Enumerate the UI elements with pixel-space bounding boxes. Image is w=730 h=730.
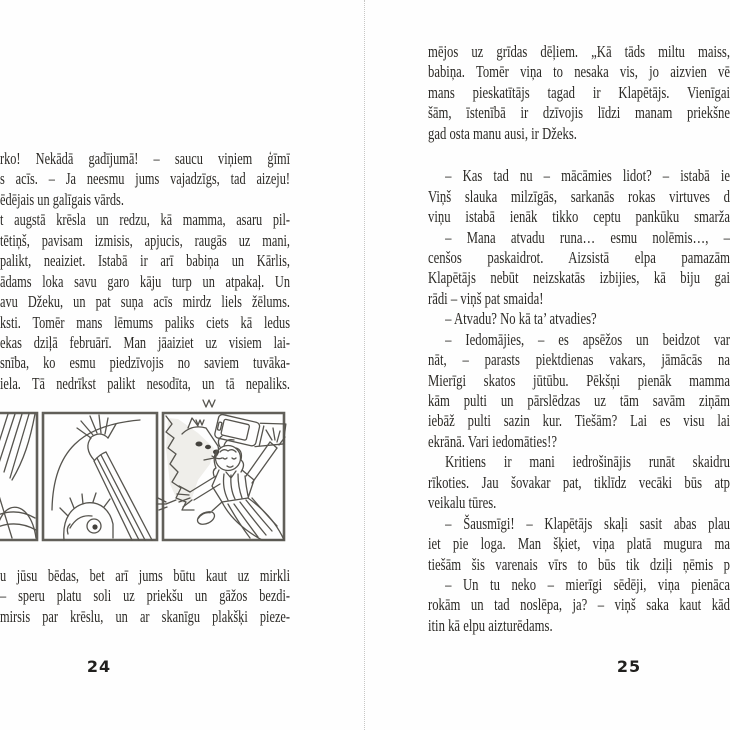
text-line: – Kas tad nu – mācāmies lidot? – istabā ie xyxy=(445,166,730,186)
text-line: ksti. Tomēr mans lēmums paliks ciets kā ledus xyxy=(0,312,290,332)
comic-panel-falling-girl xyxy=(157,400,288,540)
text-line: – speru platu soli uz priekšu un gāžos bezdi- xyxy=(0,586,290,606)
text-line: mans pieskatītājs tagad ir Klapētājs. Vienīgai xyxy=(428,82,730,102)
comic-strip-illustration xyxy=(0,388,290,548)
dog-drawing xyxy=(157,416,222,510)
text-line: palikt, neaiziet. Istabā ir arī babiņa un Kārlis, xyxy=(0,251,290,271)
text-line: – Un tu neko – mierīgi sēdēji, viņa pienāca xyxy=(445,574,730,594)
text-line: t augstā krēsla un redzu, kā mamma, asaru pil- xyxy=(0,210,290,230)
text-line: mējos uz grīdas dēļiem. „Kā tāds miltu maiss, xyxy=(428,42,730,61)
text-line: snība, ko esmu piedzīvojis no saviem tuvāka- xyxy=(0,353,290,373)
text-line: ādams loka savu garo kāju turp un atpakaļ. Un xyxy=(0,271,290,291)
raised-arm-drawing xyxy=(94,452,152,540)
text-line: babiņa. Tomēr viņa to nesaka vis, jo aizvien vē xyxy=(428,62,730,82)
comic-panel-raised-hand xyxy=(43,413,157,540)
text-line: Kritiens ir mani iedrošinājis runāt skaidru xyxy=(445,452,730,472)
text-line: mirsis par krēslu, un ar skanīgu plakšķi pieze- xyxy=(0,606,290,626)
text-line: cenšos paskaidrot. Aizsistā elpa pamazām xyxy=(428,247,730,267)
text-line: Viņš slauka milzīgās, sarkanās rokas virtuves d xyxy=(428,186,730,206)
text-line: ēdējais un galīgais vārds. xyxy=(0,189,124,209)
left-page-bottom-text xyxy=(0,566,290,627)
text-line: kām pulti un pārslēdzas uz tām savām ziņām xyxy=(428,391,730,410)
text-line: – Atvadu? No kā ta’ atvadies? xyxy=(445,309,597,329)
text-line: – Iedomājies, – es apsēžos un beidzot var xyxy=(445,329,730,349)
surprised-boy-face-drawing xyxy=(60,493,113,540)
text-line: tiešām šis varenais vīrs to būs tik dziļi ņēmis p xyxy=(428,554,730,574)
page-number-left: 24 xyxy=(86,657,112,676)
text-line: šām, īstenībā ir dzīvojis līdzi manam priekšne xyxy=(428,103,730,123)
text-line: viņu istabā ienāk tikko ceptu pankūku smarža xyxy=(428,207,730,227)
text-line: iela. Tā nedrīkst palikt nesodīta, un tā nepaliks. xyxy=(0,373,290,393)
text-line: Klapētājs nebūt neizskatās izbijies, kā biju gai xyxy=(428,268,730,288)
right-page-text xyxy=(428,42,730,636)
text-line: tētiņš, pavisam izmisis, apjucis, raugās uz mani, xyxy=(0,230,290,250)
text-line: ekas dziļā februārī. Man jāaiziet uz visiem lai- xyxy=(0,332,290,352)
text-line: ekrānā. Vari iedomāties!? xyxy=(428,431,557,451)
text-line: rko! Nekādā gadījumā! – saucu viņiem ģīmī xyxy=(0,149,290,168)
text-line: u jūsu bēdas, bet arī jums būtu kaut uz mirkli xyxy=(0,566,290,585)
text-line: rīkoties. Jau šovakar pat, tiklīdz vecāki būs atp xyxy=(428,472,730,492)
page-gutter-divider xyxy=(364,0,365,730)
text-line: s acīs. – Ja neesmu jums vajadzīgs, tad aizeju! xyxy=(0,169,290,189)
text-line: gad osta manu ausi, ir Džeks. xyxy=(428,123,577,143)
text-line: rādi – viņš pat smaida! xyxy=(428,288,544,308)
text-line: veikalu tūres. xyxy=(428,493,497,513)
text-line: – Šausmīgi! – Klapētājs skaļi sasit abas plau xyxy=(445,513,730,533)
text-line: iet pie loga. Man šķiet, viņa platā mugura ma xyxy=(428,534,730,554)
motion-mark xyxy=(203,400,215,407)
text-line: – Mana atvadu runa… esmu nolēmis…, – xyxy=(445,227,730,247)
page-number-right: 25 xyxy=(616,657,642,676)
text-line: iebāž pulti sazin kur. Tiešām? Lai es visu lai xyxy=(428,411,730,431)
text-line xyxy=(428,144,730,166)
text-line: nāt, – parasts piektdienas vakars, jāmācās na xyxy=(428,350,730,370)
text-line: Mierīgi skatos jūtūbu. Pēkšņi pienāk mamma xyxy=(428,370,730,390)
text-line: avu Džeku, un pat suņa acīs mirdz liels žēlums. xyxy=(0,292,290,312)
left-page-text xyxy=(0,149,290,394)
text-line: rokām un tad noslēpa, ja? – viņš saka kaut kād xyxy=(428,595,730,615)
comic-panel-striped-leg xyxy=(0,413,37,540)
slipper-drawing xyxy=(196,509,217,527)
text-line: itin kā elpu aizturēdams. xyxy=(428,615,553,635)
